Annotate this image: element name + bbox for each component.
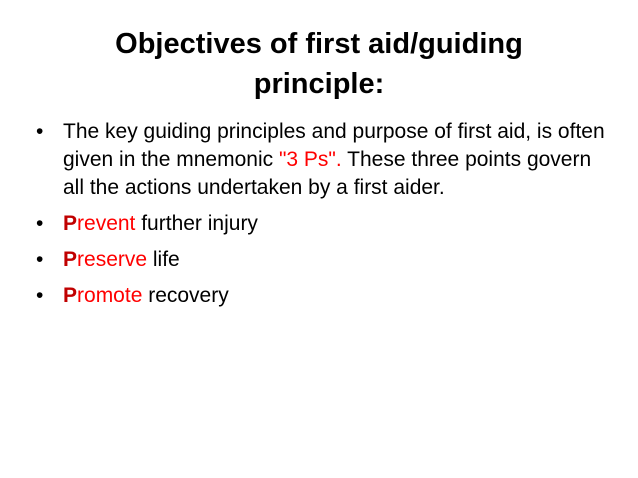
bullet-dot-icon: • [36, 248, 44, 271]
bullet-text: The key guiding principles and purpose of first aid, is often given in the mnemonic [63, 120, 605, 171]
bullet-text: recovery [142, 284, 229, 307]
initial-letter: P [63, 248, 78, 271]
bullet-item-preserve [36, 246, 611, 274]
bullet-item-intro [36, 118, 611, 202]
initial-letter: P [63, 212, 78, 235]
bullet-text: further injury [135, 212, 258, 235]
keyword-remainder: reserve [77, 248, 148, 271]
bullet-text: life [147, 248, 180, 271]
bullet-item-prevent [36, 210, 611, 238]
keyword-remainder: romote [77, 284, 143, 307]
bullet-text-continued: These three points govern all the actions undertaken by a first aider. [63, 148, 592, 199]
mnemonic-highlight: "3 Ps". [278, 148, 342, 171]
bullet-item-promote [36, 282, 611, 310]
slide-title-line-2: principle: [253, 68, 385, 100]
bullet-dot-icon: • [36, 120, 44, 143]
slide-title [40, 24, 598, 104]
bullet-dot-icon: • [36, 212, 44, 235]
slide-title-line-1: Objectives of first aid/guiding [115, 28, 523, 60]
initial-letter: P [63, 284, 78, 307]
bullet-list [36, 118, 611, 318]
bullet-dot-icon: • [36, 284, 44, 307]
keyword-remainder: revent [77, 212, 136, 235]
